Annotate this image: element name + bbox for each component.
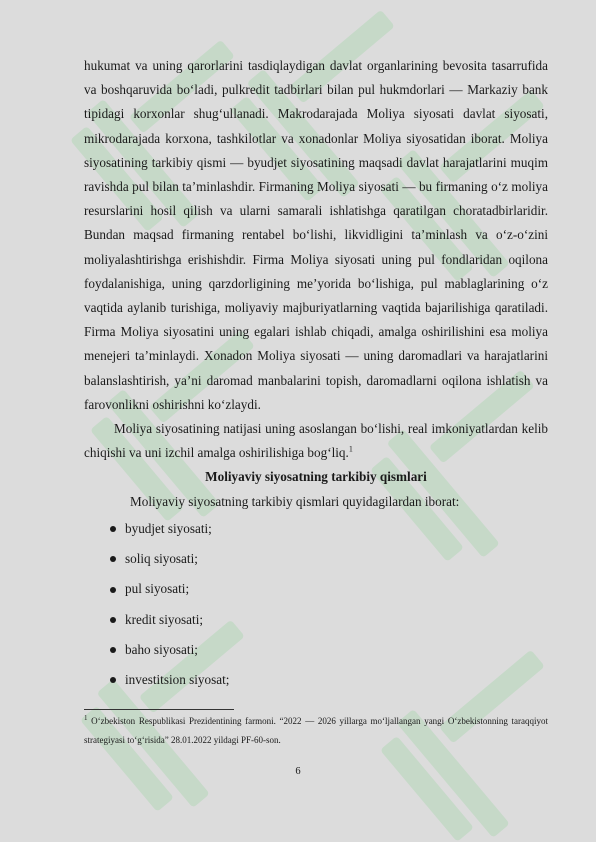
footnote-reference: 1 — [348, 444, 353, 454]
footnote-text: Oʻzbekiston Respublikasi Prezidentining farmoni. “2022 — 2026 yillarga moʻljallangan yangi Oʻzbekistonning taraqqiyot strategiyasi toʻgʻrisida” 28.01.2022 yildagi PF-60-son. — [84, 716, 548, 745]
bullet-icon — [110, 677, 116, 683]
list-item: baho siyosati; — [110, 635, 548, 665]
bullet-icon — [110, 587, 116, 593]
footnote-separator — [84, 709, 234, 710]
list-item: pul siyosati; — [110, 574, 548, 604]
list-intro: Moliyaviy siyosatning tarkibiy qismlari quyidagilardan iborat: — [130, 493, 460, 509]
list-item: soliq siyosati; — [110, 544, 548, 574]
paragraph-2-text: Moliya siyosatining natijasi uning asoslangan boʻlishi, real imkoniyatlardan kelib chiqishi va uni izchil amalga oshirilishiga bogʻliq. — [84, 421, 548, 461]
body-paragraph-1: hukumat va uning qarorlarini tasdiqlaydigan davlat organlarining bevosita tasarrufida va boshqaruvida boʻladi, pulkredit tadbirlari bilan pul hukmdorlari — Markaziy bank tipidagi korxonlar shugʻullanadi. Makrodarajada Moliya siyosati davlat siyosati, mikrodarajada korxona, tashkilotlar va xonadonlar Moliya siyosatidan iborat. Moliya siyosatining tarkibiy qismi — byudjet siyosatining maqsadi davlat harajatlarini muqim ravishda pul bilan taʼminlashdir. Firmaning Moliya siyosati — bu firmaning oʻz moliya resurslarini hosil qilish va ularni samarali ishlatishga qaratilgan choratadbirlaridir. Bundan maqsad firmaning rentabel boʻlishi, likvidligini taʼminlash va oʻz-oʻzini moliyalashtirishga erishishdir. Firma Moliya siyosati uning pul fondlaridan oqilona foydalanishiga, uning qarzdorligining meʼyorida boʻlishiga, pul mablaglarining oʻz vaqtida aylanib turishiga, moliyaviy majburiyatlarning vaqtida bajarilishiga qaratiladi. Firma Moliya siyosatini uning egalari ishlab chiqadi, amalga oshirilishini esa moliya menejeri taʼminlaydi. Xonadon Moliya siyosati — uning daromadlari va harajatlarini balanslashtirish, yaʼni daromad manbalarini topish, daromadlarni oqilona ishlatish va farovonlikni oshirishni koʻzlaydi. — [84, 58, 548, 412]
bullet-icon — [110, 556, 116, 562]
footnote — [84, 712, 548, 750]
document-page — [84, 54, 548, 696]
list-item: kredit siyosati; — [110, 605, 548, 635]
footnote-marker: 1 — [84, 714, 88, 722]
page-number: 6 — [295, 766, 301, 777]
bullet-icon — [110, 526, 116, 532]
section-heading: Moliyaviy siyosatning tarkibiy qismlari — [205, 469, 427, 485]
body-paragraph-2 — [84, 417, 548, 465]
list-item: investitsion siyosat; — [110, 665, 548, 695]
bullet-icon — [110, 647, 116, 653]
components-list — [84, 514, 548, 696]
bullet-icon — [110, 617, 116, 623]
list-item: byudjet siyosati; — [110, 514, 548, 544]
